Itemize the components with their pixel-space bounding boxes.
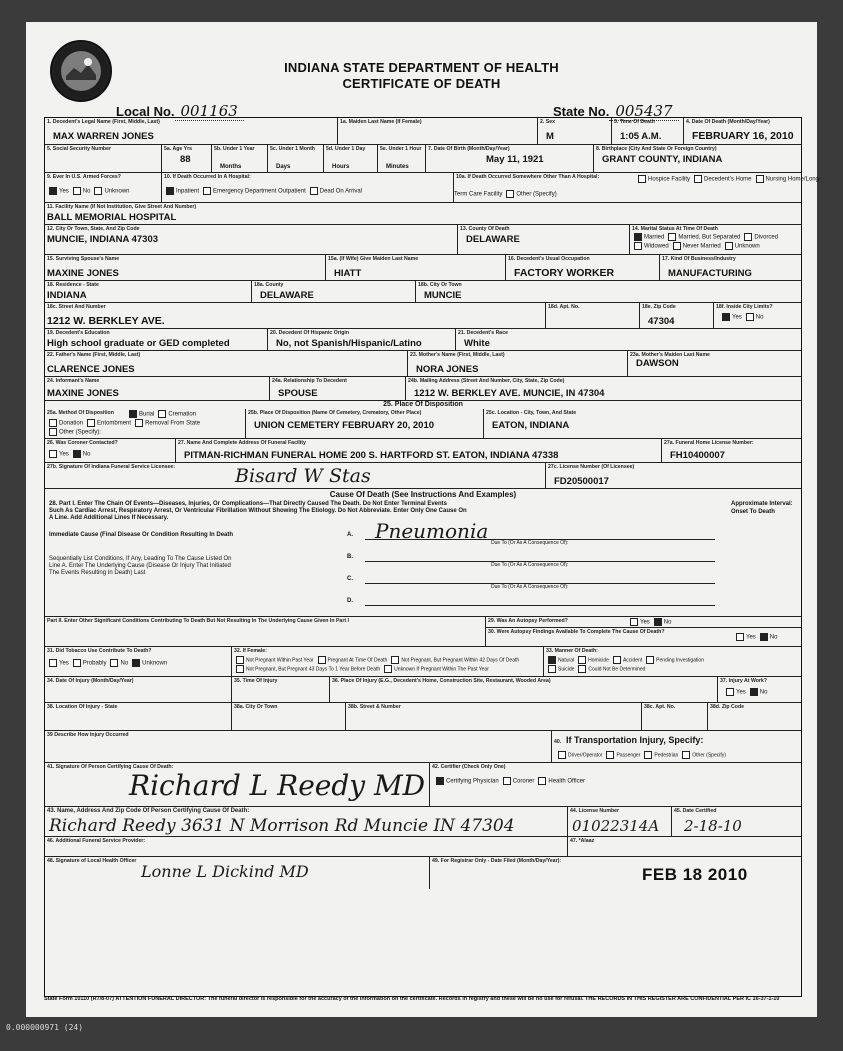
row-street: 18c. Street And Number 1212 W. BERKLEY AVE. 18d. Apt. No. 18e. Zip Code 47304 18f. Inside City Limits? Yes No	[45, 302, 801, 329]
age-years: 88	[180, 154, 191, 165]
row-age: 5. Social Security Number 5a. Age Yrs 88 5b. Under 1 Year Months 5c. Under 1 Month Days 5d. Under 1 Day Hours 5e. Under 1 Hour Minutes 7. Date Of Birth (Month/Day/Year) May 11, 1921 8. Birthplace (City And State Or Foreign Country) GRANT COUNTY, INDIANA	[45, 144, 801, 173]
row-informant: 24. Informant's Name MAXINE JONES 24a. Relationship To Decedent SPOUSE 24b. Mailing Address (Street And Number, City, State, Zip Code) 1212 W. BERKLEY AVE. MUNCIE, IN 47304	[45, 376, 801, 401]
time-of-death: 1:05 A.M.	[620, 131, 662, 142]
row-funeral-home: 26. Was Coroner Contacted? Yes No 27. Name And Complete Address Of Funeral Facility PITMAN-RICHMAN FUNERAL HOME 200 S. HARTFORD ST. EATON, INDIANA 47338 27a. Funeral Home License Number: FH10400007	[45, 438, 801, 463]
row-funeral-signature: 27b. Signature Of Indiana Funeral Service Licensee: Bisard W Stas 27c. License Number (Of Licensee) FD20500017	[45, 462, 801, 489]
facility-name: BALL MEMORIAL HOSPITAL	[47, 212, 177, 223]
row-facility: 11. Facility Name (If Not Institution, Give Street And Number) BALL MEMORIAL HOSPITAL	[45, 202, 801, 225]
row-residence: 18. Residence - State INDIANA 18a. County DELAWARE 18b. City Or Town MUNCIE	[45, 280, 801, 303]
health-officer-signature: Lonne L Dickind MD	[141, 862, 309, 881]
row-injury-location: 38. Location Of Injury - State 38a. City Or Town 38b. Street & Number 38c. Apt. No. 38d. Zip Code	[45, 702, 801, 731]
department-title: INDIANA STATE DEPARTMENT OF HEALTH	[284, 60, 559, 75]
row-cause-of-death: Cause Of Death (See Instructions And Examples) 28. Part I. Enter The Chain Of Events—Diseases, Injuries, Or Complications—That Directly Caused The Death. Do Not Enter Terminal Events Such As Cardiac Arrest, Respiratory Arrest, Or Ventricular Fibrillation Without Showing The Etiology. Do Not Abbreviate. Enter Only One Cause On A Line. Add Additional Lines If Necessary. Approximate Interval: Onset To Death Immediate Cause (Final Disease Or Condition Resulting In Death A. Pneumonia Due To (Or As A Consequence Of): Sequentially List Conditions, If Any, Leading To The Cause Listed On Line A. Enter The Underlying Cause (Disease Or Injury That Initiated The Events Resulting In Death) Last B. Due To (Or As A Consequence Of): C. Due To (Or As A Consequence Of): D.	[45, 488, 801, 617]
local-number: Local No. 001163	[116, 102, 244, 120]
row-manner: 31. Did Tobacco Use Contribute To Death? Yes Probably No Unknown 32. If Female: Not Pregnant Within Past Year Pregnant At Time Of Death Not Pregnant, But Pregnant Within 42 Days Of Death Not Pregnant, But Pregnant 43 Days To 1 Year Before Death Unknown If Pregnant Within The Past Year 33. Manner Of Death: Natural Homicide Accident Pending Investigation Suicide Could Not Be Determined	[45, 646, 801, 677]
row-city-county: 12. City Or Town, State, And Zip Code MUNCIE, INDIANA 47303 13. County Of Death DELAWARE 14. Marital Status At Time Of Death Married Married, But Separated Divorced Widowed Never Married Unknown	[45, 224, 801, 255]
certificate-title: CERTIFICATE OF DEATH	[342, 76, 501, 91]
row-injury-date: 34. Date Of Injury (Month/Day/Year) 35. Time Of Injury 36. Place Of Injury (E.G., Decedent's Home, Construction Site, Restaurant, Wooded Area) 37. Injury At Work? Yes No	[45, 676, 801, 703]
scan-stamp: 0.000000971 (24)	[6, 1023, 84, 1032]
licensee-signature: Bisard W Stas	[235, 465, 371, 487]
row-education: 19. Decedent's Education High school graduate or GED completed 20. Decedent Of Hispanic Origin No, not Spanish/Hispanic/Latino 21. Decedent's Race White	[45, 328, 801, 351]
row-armed-forces: 9. Ever In U.S. Armed Forces? Yes No Unknown 10. If Death Occurred In A Hospital: Inpatient Emergency Department Outpatient Dead On Arrival 10a. If Death Occurred Somewhere Other Than A Hospital: Hospice Facility Decedent's Home Nursing Home/Long- Term Care Facility Other (Specify)	[45, 172, 801, 203]
row-certifier-signature: 41. Signature Of Person Certifying Cause Of Death: Richard L Reedy MD 42. Certifier (Check Only One) Certifying Physician Coroner Health Officer	[45, 762, 801, 807]
date-of-death: FEBRUARY 16, 2010	[692, 130, 794, 142]
certifier-signature: Richard L Reedy MD	[129, 769, 426, 802]
date-filed-stamp: FEB 18 2010	[642, 865, 748, 884]
row-parents: 22. Father's Name (First, Middle, Last) CLARENCE JONES 23. Mother's Name (First, Middle, Last) NORA JONES 23a. Mother's Maiden Last Name DAWSON	[45, 350, 801, 377]
row-registrar: 48. Signature of Local Health Officer Lonne L Dickind MD 49. For Registrar Only - Date Filed (Month/Day/Year): FEB 18 2010	[45, 856, 801, 997]
form-footer: State Form 10110 (R7/8-07) ATTENTION FUNERAL DIRECTOR: The funeral director is responsible for the accuracy of the information on the certificate. Records in registry and these will be no use for refusal. THE RECORDS IN THIS REGISTER ARE CONFIDENTIAL PER IC 16-37-1-10	[44, 996, 780, 1002]
row-name: 1. Decedent's Legal Name (First, Middle, Last) MAX WARREN JONES 1a. Maiden Last Name (If Female) 2. Sex M 3. Time Of Death 1:05 A.M. 4. Date Of Death (Month/Day/Year) FEBRUARY 16, 2010	[45, 118, 801, 144]
sex-value: M	[546, 131, 554, 142]
state-number: State No. 005437	[553, 102, 679, 120]
row-transport: 39 Describe How Injury Occurred 40. If Transportation Injury, Specify: Driver/Operator Passenger Pedestrian Other (Specify)	[45, 730, 801, 763]
birthplace: GRANT COUNTY, INDIANA	[602, 154, 723, 165]
death-certificate	[26, 22, 821, 1017]
immediate-cause: Pneumonia	[375, 519, 489, 543]
row-additional-provider: 46. Additional Funeral Service Provider: 47. *Alaaz	[45, 836, 801, 857]
date-of-birth: May 11, 1921	[486, 154, 544, 165]
row-autopsy: Part II. Enter Other Significant Conditions Contributing To Death But Not Resulting In The Underlying Cause Given In Part I 29. Was An Autopsy Performed? Yes No 30. Were Autopsy Findings Available To Complete The Cause Of Death? Yes No	[45, 616, 801, 647]
decedent-name: MAX WARREN JONES	[53, 131, 154, 142]
row-certifier-address: 43. Name, Address And Zip Code Of Person Certifying Cause Of Death: Richard Reedy 3631 N Morrison Rd Muncie IN 47304 44. License Number 01022314A 45. Date Certified 2-18-10	[45, 806, 801, 837]
row-spouse: 15. Surviving Spouse's Name MAXINE JONES 15a. (If Wife) Give Maiden Last Name HIATT 16. Decedent's Usual Occupation FACTORY WORKER 17. Kind Of Business/Industry MANUFACTURING	[45, 254, 801, 281]
certificate-form	[44, 117, 821, 997]
certifier-address: Richard Reedy 3631 N Morrison Rd Muncie IN 47304	[49, 816, 515, 836]
row-disposition: 25. Place Of Disposition 25a. Method Of Disposition Burial Cremation Donation Entombment Removal From State Other (Specify): 25b. Place Of Disposition (Name Of Cemetery, Crematory, Other Place) UNION CEMETERY FEBRUARY 20, 2010 25c. Location - City, Town, And State EATON, INDIANA	[45, 400, 801, 439]
